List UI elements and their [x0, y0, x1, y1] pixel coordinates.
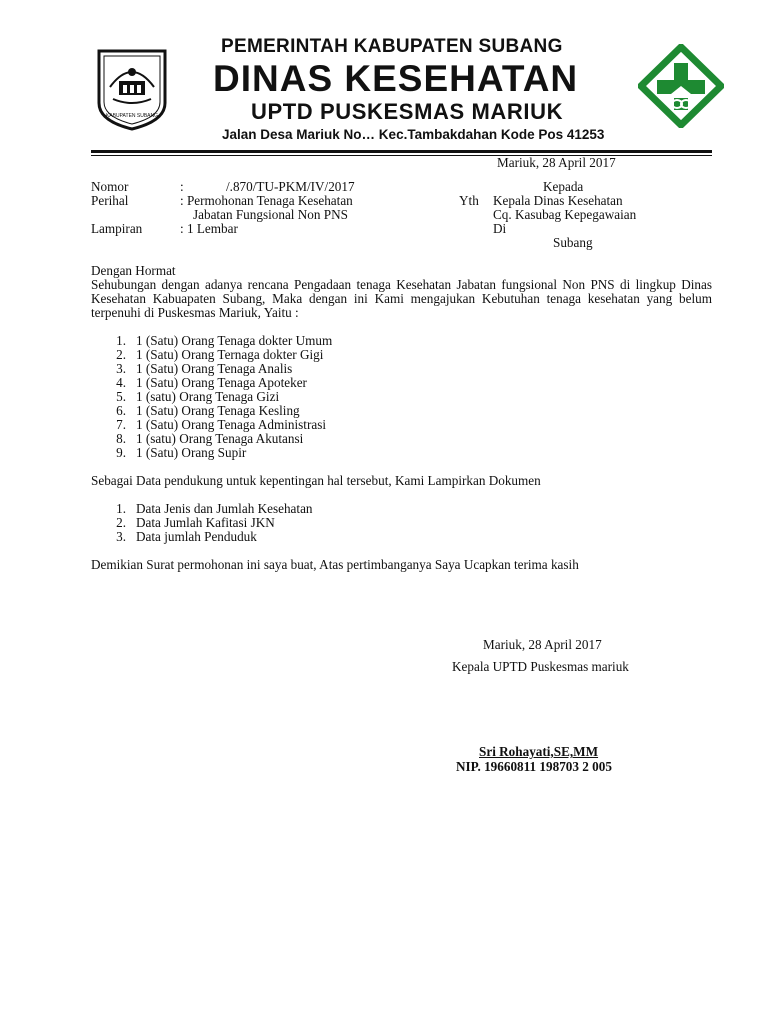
documents-list [102, 502, 313, 544]
recipient-line-2: Cq. Kasubag Kepegawaian [493, 207, 637, 222]
list-item [102, 404, 332, 418]
list-item [102, 516, 313, 530]
perihal-value-1: : Permohonan Tenaga Kesehatan [180, 193, 353, 208]
perihal-label: Perihal [91, 193, 129, 208]
intro-paragraph: Sehubungan dengan adanya rencana Pengadaan tenaga Kesehatan Jabatan fungsional Non PNS di lingkup Dinas Kesehatan Kabuapaten Subang, Maka dengan ini Kami mengajukan Kebutuhan tenaga kesehatan yang belum terpenuhi di Puskesmas Mariuk, Yaitu : [91, 277, 712, 321]
list-text: 1 (satu) Orang Tenaga Akutansi [136, 431, 304, 446]
needs-list [102, 334, 332, 460]
signature-position: Kepala UPTD Puskesmas mariuk [452, 659, 629, 674]
recipient-line-1: Kepala Dinas Kesehatan [493, 193, 623, 208]
list-text: 1 (Satu) Orang Tenaga Administrasi [136, 417, 327, 432]
lampiran-value: : 1 Lembar [180, 221, 238, 236]
list-item [102, 376, 332, 390]
office-address: Jalan Desa Mariuk No… Kec.Tambakdahan Kode Pos 41253 [222, 127, 605, 142]
recipient-line-3: Di [493, 221, 507, 236]
list-text: Data Jenis dan Jumlah Kesehatan [136, 501, 313, 516]
signatory-nip: NIP. 19660811 198703 2 005 [456, 759, 612, 774]
government-name: PEMERINTAH KABUPATEN SUBANG [221, 36, 563, 57]
list-item [102, 348, 332, 362]
list-number: 2. [116, 515, 126, 530]
list-number: 9. [116, 445, 126, 460]
recipient-line-4: Subang [553, 235, 593, 250]
support-sentence: Sebagai Data pendukung untuk kepentingan hal tersebut, Kami Lampirkan Dokumen [91, 473, 541, 488]
list-number: 8. [116, 431, 126, 446]
letterhead-rule-thin [91, 155, 712, 156]
puskesmas-cross-logo [638, 44, 724, 128]
list-number: 6. [116, 403, 126, 418]
list-number: 2. [116, 347, 126, 362]
list-text: 1 (Satu) Orang Tenaga Analis [136, 361, 293, 376]
list-text: 1 (Satu) Orang Supir [136, 445, 247, 460]
list-text: Data jumlah Penduduk [136, 529, 257, 544]
list-number: 5. [116, 389, 126, 404]
kabupaten-subang-emblem [95, 47, 169, 131]
list-text: 1 (Satu) Orang Tenaga dokter Umum [136, 333, 333, 348]
list-number: 1. [116, 501, 126, 516]
list-item [102, 432, 332, 446]
list-item [102, 362, 332, 376]
list-item [102, 530, 313, 544]
list-text: 1 (Satu) Orang Tenaga Apoteker [136, 375, 307, 390]
list-text: Data Jumlah Kafitasi JKN [136, 515, 275, 530]
signature-place-date: Mariuk, 28 April 2017 [483, 637, 602, 652]
nomor-label: Nomor [91, 179, 129, 194]
list-item [102, 502, 313, 516]
list-text: 1 (satu) Orang Tenaga Gizi [136, 389, 280, 404]
perihal-value-2: Jabatan Fungsional Non PNS [193, 207, 348, 222]
nomor-value: /.870/TU-PKM/IV/2017 [226, 179, 355, 194]
nomor-colon: : [180, 179, 184, 194]
lampiran-label: Lampiran [91, 221, 143, 236]
closing-sentence: Demikian Surat permohonan ini saya buat, Atas pertimbanganya Saya Ucapkan terima kasih [91, 557, 579, 572]
list-item [102, 418, 332, 432]
list-number: 3. [116, 361, 126, 376]
list-number: 3. [116, 529, 126, 544]
list-item [102, 334, 332, 348]
list-number: 7. [116, 417, 126, 432]
unit-name: UPTD PUSKESMAS MARIUK [251, 99, 564, 124]
letterhead-rule-thick [91, 150, 712, 153]
letter-date: Mariuk, 28 April 2017 [497, 155, 616, 170]
recipient-yth: Yth [459, 193, 479, 208]
list-item [102, 390, 332, 404]
list-number: 1. [116, 333, 126, 348]
recipient-kepada: Kepada [543, 179, 584, 194]
list-number: 4. [116, 375, 126, 390]
signatory-name: Sri Rohayati,SE,MM [479, 744, 599, 759]
svg-text:KABUPATEN SUBANG: KABUPATEN SUBANG [105, 113, 159, 119]
agency-name: DINAS KESEHATAN [213, 58, 579, 99]
list-text: 1 (Satu) Orang Tenaga Kesling [136, 403, 300, 418]
list-text: 1 (Satu) Orang Ternaga dokter Gigi [136, 347, 324, 362]
list-item [102, 446, 332, 460]
greeting: Dengan Hormat [91, 263, 176, 278]
